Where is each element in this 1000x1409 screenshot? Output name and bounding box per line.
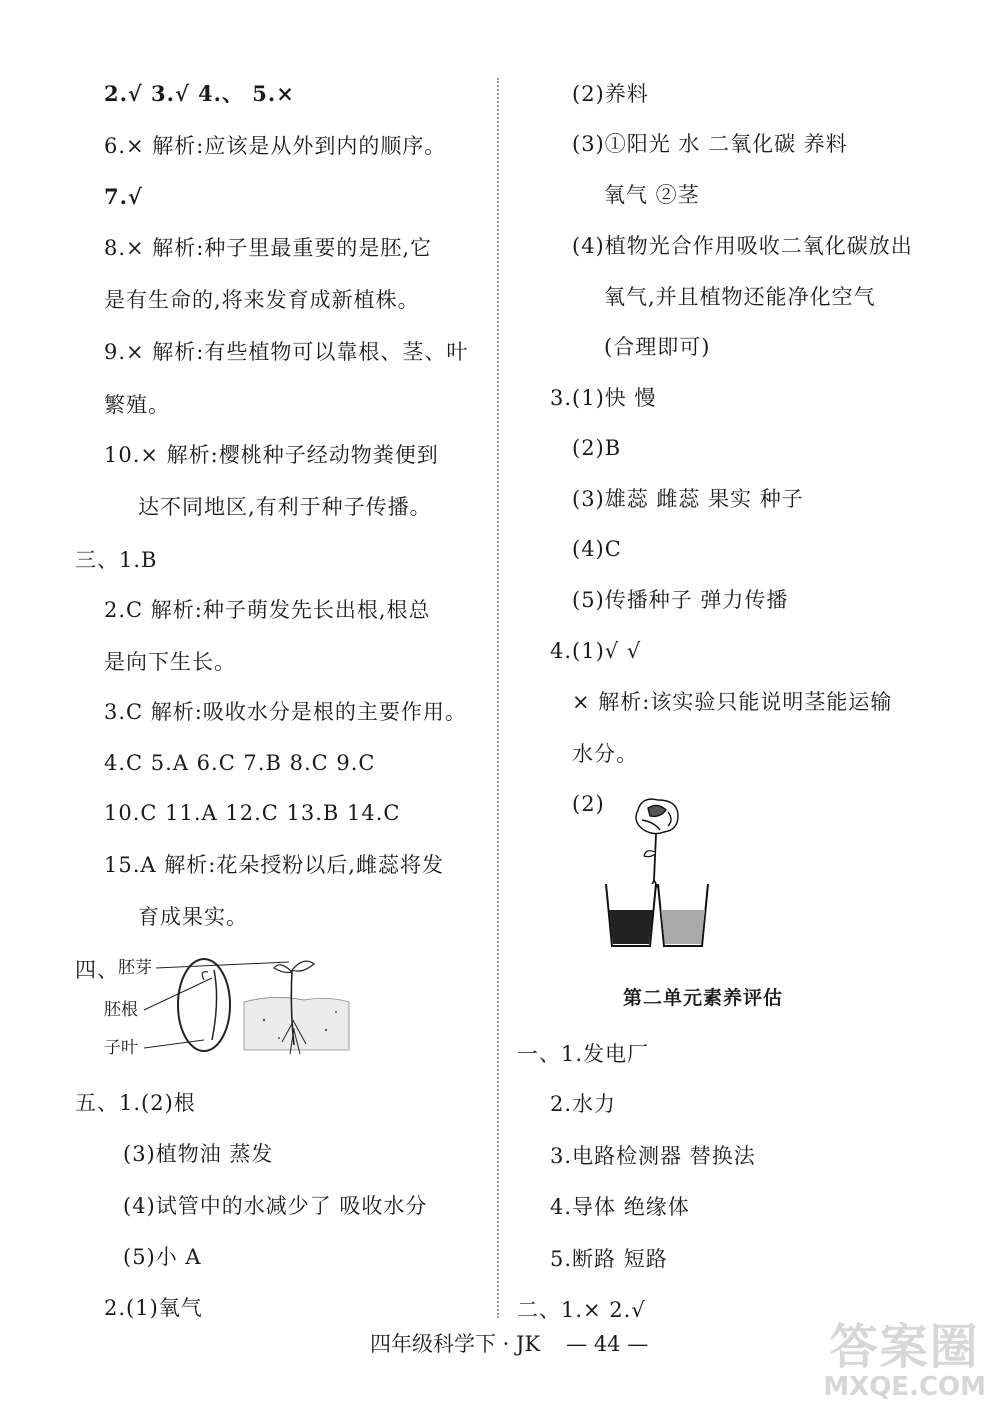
watermark-logo: 答案圈 (829, 1319, 980, 1375)
answer-line: (3)①阳光 水 二氧化碳 养料 (572, 132, 848, 156)
section-heading: 四、 (75, 958, 119, 982)
answer-line: (合理即可) (604, 335, 711, 359)
book-title: 四年级科学下 · JK (370, 1332, 541, 1356)
answer-line: 10.C 11.A 12.C 13.B 14.C (104, 801, 401, 825)
page-number: — 44 — (566, 1332, 649, 1356)
answer-line: 6.× 解析:应该是从外到内的顺序。 (104, 134, 447, 158)
answer-line: 3.电路检测器 替换法 (550, 1144, 756, 1168)
answer-line: (4)试管中的水减少了 吸收水分 (123, 1194, 428, 1218)
answer-line: 9.× 解析:有些植物可以靠根、茎、叶 (104, 340, 469, 364)
answer-line: (5)传播种子 弹力传播 (572, 588, 789, 612)
page-footer (370, 1330, 648, 1358)
answer-line: 氧气,并且植物还能净化空气 (604, 285, 876, 309)
section-title: 第二单元素养评估 (623, 987, 784, 1009)
answer-line: 水分。 (572, 742, 638, 766)
section-heading: 三、1.B (75, 548, 158, 572)
answer-line: 4.C 5.A 6.C 7.B 8.C 9.C (104, 751, 376, 775)
answer-line: 3.C 解析:吸收水分是根的主要作用。 (104, 700, 467, 724)
answer-line: 育成果实。 (138, 905, 248, 929)
answer-line: 2.(1)氧气 (104, 1296, 203, 1320)
answer-line: 2.水力 (550, 1092, 617, 1116)
answer-line: (3)植物油 蒸发 (123, 1142, 274, 1166)
answer-line: (3)雄蕊 雌蕊 果实 种子 (572, 487, 804, 511)
seed-diagram (104, 950, 354, 1060)
answer-line: × 解析:该实验只能说明茎能运输 (572, 690, 893, 714)
answer-line: (5)小 A (123, 1245, 202, 1269)
seed-sprout-drawing (104, 950, 354, 1060)
answer-line: (2)B (572, 436, 622, 460)
answer-line: 4.(1)√ √ (550, 639, 642, 663)
answer-line: 7.√ (104, 184, 143, 209)
answer-line: 4.导体 绝缘体 (550, 1195, 690, 1219)
answer-line: 2.C 解析:种子萌发先长出根,根总 (104, 598, 431, 622)
answer-line: (4)植物光合作用吸收二氧化碳放出 (572, 234, 913, 258)
answer-line: 2.√ 3.√ 4.、 5.× (104, 81, 295, 106)
answer-line: 繁殖。 (104, 393, 170, 417)
radicle-label: 胚根 (104, 1000, 138, 1020)
answer-line: 是有生命的,将来发育成新植株。 (104, 288, 420, 312)
section-heading: 五、1.(2)根 (75, 1091, 196, 1115)
watermark-url: MXQE.COM (823, 1372, 986, 1402)
section-heading: 二、1.× 2.√ (517, 1298, 646, 1322)
watermark (823, 1321, 986, 1401)
column-divider (497, 78, 499, 1318)
answer-line: (2)养料 (572, 82, 649, 106)
answer-line: 是向下生长。 (104, 650, 236, 674)
answer-line: 5.断路 短路 (550, 1247, 668, 1271)
section-heading: 一、1.发电厂 (517, 1042, 650, 1066)
answer-line: 达不同地区,有利于种子传播。 (138, 495, 432, 519)
answer-line: 氧气 ②茎 (604, 183, 700, 207)
answer-line: 8.× 解析:种子里最重要的是胚,它 (104, 236, 433, 260)
answer-line: (4)C (572, 537, 622, 561)
answer-line: 15.A 解析:花朵授粉以后,雌蕊将发 (104, 853, 444, 877)
answer-line: (2) (572, 792, 605, 816)
flower-in-cups-illustration (598, 792, 718, 952)
answer-line: 10.× 解析:樱桃种子经动物粪便到 (104, 443, 439, 467)
cotyledon-label: 子叶 (104, 1038, 138, 1058)
answer-line: 3.(1)快 慢 (550, 386, 657, 410)
plumule-label: 胚芽 (118, 958, 152, 978)
